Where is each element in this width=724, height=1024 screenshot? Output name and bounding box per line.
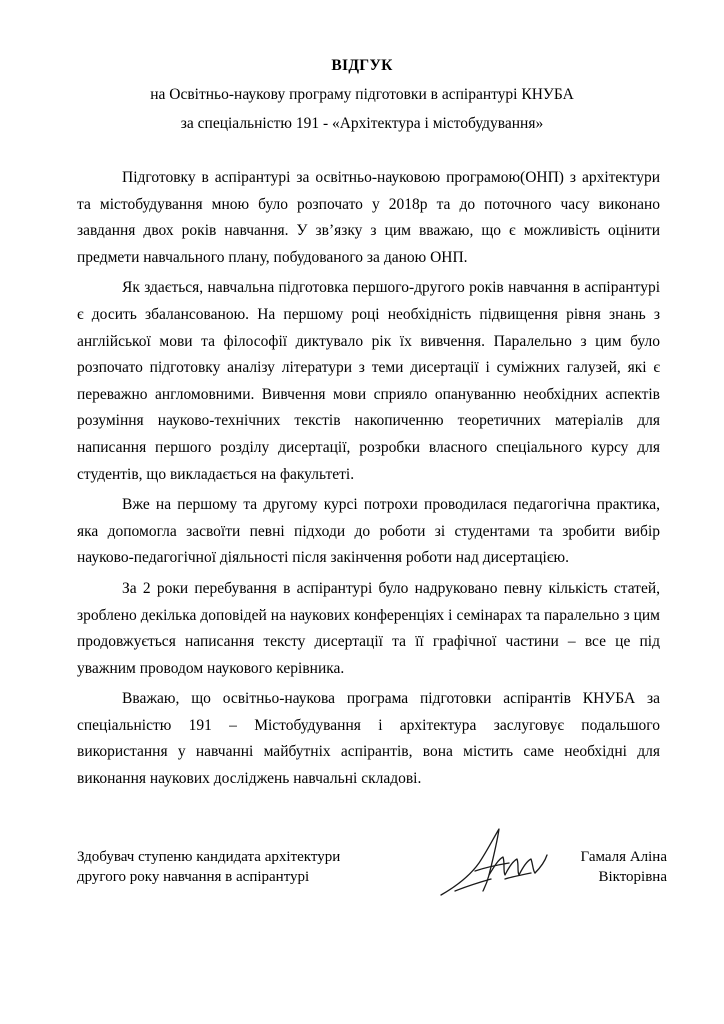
signer-name xyxy=(581,847,667,887)
document-title: ВІДГУК xyxy=(331,57,393,74)
document-body xyxy=(77,165,660,797)
paragraph-1: Підготовку в аспірантурі за освітньо-науковою програмою(ОНП) з архітектури та містобудування мною було розпочато у 2018р та до поточного часу виконано завдання двох років навчання. У зв’язку з цим вважаю, що є можливість оцінити предмети навчального плану, побудованого за даною ОНП. xyxy=(77,169,660,266)
handwritten-signature-icon xyxy=(435,821,565,901)
signer-position-line1: Здобувач ступеню кандидата архітектури xyxy=(77,849,341,865)
signature-block xyxy=(77,847,667,907)
paragraph-5: Вважаю, що освітньо-наукова програма підготовки аспірантів КНУБА за спеціальністю 191 – Містобудування і архітектура заслуговує подальшого використання у навчанні майбутніх аспірантів, вона містить саме необхідні для виконання наукових досліджень навчальні складові. xyxy=(77,690,660,788)
paragraph-3: Вже на першому та другому курсі потрохи проводилася педагогічна практика, яка допомогла засвоїти певні підходи до роботи зі студентами та зробити вибір науково-педагогічної діяльності після закінчення роботи над дисертацією. xyxy=(77,496,660,567)
paragraph-2: Як здається, навчальна підготовка першого-другого років навчання в аспірантурі є досить збалансованою. На першому році необхідність підвищення рівня знань з англійської мови та філософії диктувало рік їх вивчення. Паралельно з цим було розпочато підготовку аналізу літератури з теми дисертації і суміжних галузей, які є переважно англомовними. Вивчення мови сприяло опануванню необхідних аспектів розуміння науково-технічних текстів накопиченню теоретичних матеріалів для написання першого розділу дисертації, розробки власного спеціального курсу для студентів, що викладається на факультеті. xyxy=(77,279,660,483)
signer-position-line2: другого року навчання в аспірантурі xyxy=(77,869,310,885)
paragraph-4: За 2 роки перебування в аспірантурі було надруковано певну кількість статей, зроблено декілька доповідей на наукових конференціях і семінарах та паралельно з цим продовжується написання тексту дисертації та її графічної частини – все це під уважним проводом наукового керівника. xyxy=(77,579,660,677)
document-subtitle-line2: за спеціальністю 191 - «Архітектура і містобудування» xyxy=(180,115,544,132)
signer-position xyxy=(77,847,340,887)
signer-name-line1: Гамаля Аліна xyxy=(580,849,667,865)
document-subtitle-line1: на Освітньо-наукову програму підготовки в аспірантурі КНУБА xyxy=(150,86,574,103)
signer-name-line2: Вікторівна xyxy=(598,869,667,885)
